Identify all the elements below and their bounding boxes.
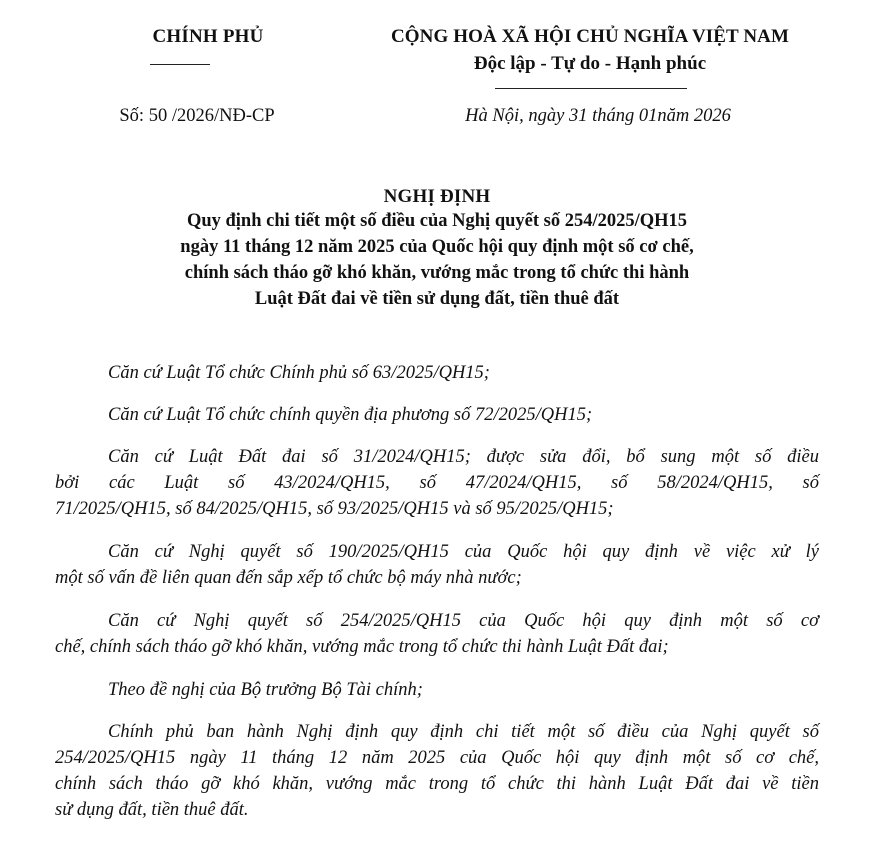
paragraph-line: 71/2025/QH15, số 84/2025/QH15, số 93/2025/QH15 và số 95/2025/QH15; <box>55 499 614 519</box>
legal-basis-paragraph <box>55 608 819 660</box>
paragraph-line: chế, chính sách tháo gỡ khó khăn, vướng mắc trong tổ chức thi hành Luật Đất đai; <box>55 637 669 657</box>
paragraph-line: Căn cứ Luật Đất đai số 31/2024/QH15; được sửa đổi, bổ sung một số điều <box>108 447 819 467</box>
document-title-block <box>80 186 794 312</box>
national-title: CỘNG HOÀ XÃ HỘI CHỦ NGHĨA VIỆT NAM <box>390 26 790 47</box>
subject-line: ngày 11 tháng 12 năm 2025 của Quốc hội quy định một số cơ chế, <box>180 237 694 257</box>
paragraph-line: 254/2025/QH15 ngày 11 tháng 12 năm 2025 của Quốc hội quy định một số cơ chế, <box>55 748 819 768</box>
document-subject <box>80 208 794 312</box>
paragraph-line: Căn cứ Nghị quyết số 254/2025/QH15 của Quốc hội quy định một số cơ <box>108 611 819 631</box>
paragraph-line: Căn cứ Nghị quyết số 190/2025/QH15 của Quốc hội quy định về việc xử lý <box>108 542 819 562</box>
paragraph-line: Chính phủ ban hành Nghị định quy định chi tiết một số điều của Nghị quyết số <box>108 722 819 742</box>
subject-line: chính sách tháo gỡ khó khăn, vướng mắc trong tổ chức thi hành <box>184 263 690 283</box>
paragraph-line: một số vấn đề liên quan đến sắp xếp tổ chức bộ máy nhà nước; <box>55 568 522 588</box>
issuer-underline <box>150 64 210 65</box>
subject-line: Quy định chi tiết một số điều của Nghị quyết số 254/2025/QH15 <box>186 211 688 231</box>
paragraph-line: bởi các Luật số 43/2024/QH15, số 47/2024/QH15, số 58/2024/QH15, số <box>55 473 819 493</box>
subject-line: Luật Đất đai về tiền sử dụng đất, tiền thuê đất <box>254 289 620 309</box>
place-and-date: Hà Nội, ngày 31 tháng 01năm 2026 <box>465 106 731 126</box>
document-number: Số: 50 /2026/NĐ-CP <box>119 106 275 126</box>
proposal-paragraph: Theo đề nghị của Bộ trưởng Bộ Tài chính; <box>108 680 423 700</box>
national-motto: Độc lập - Tự do - Hạnh phúc <box>473 53 707 74</box>
legal-basis-paragraph <box>55 539 819 591</box>
legal-basis-paragraph <box>55 444 819 522</box>
motto-underline <box>495 88 687 89</box>
legal-basis-paragraph: Căn cứ Luật Tổ chức chính quyền địa phương số 72/2025/QH15; <box>108 405 593 425</box>
paragraph-line: chính sách tháo gỡ khó khăn, vướng mắc trong tổ chức thi hành Luật Đất đai về tiền <box>55 774 819 794</box>
preamble <box>55 360 819 840</box>
paragraph-line: sử dụng đất, tiền thuê đất. <box>55 800 249 820</box>
document-type: NGHỊ ĐỊNH <box>383 186 491 207</box>
issuing-authority: CHÍNH PHỦ <box>152 26 264 47</box>
legal-basis-paragraph: Căn cứ Luật Tổ chức Chính phủ số 63/2025/QH15; <box>108 363 490 383</box>
enactment-paragraph <box>55 719 819 823</box>
